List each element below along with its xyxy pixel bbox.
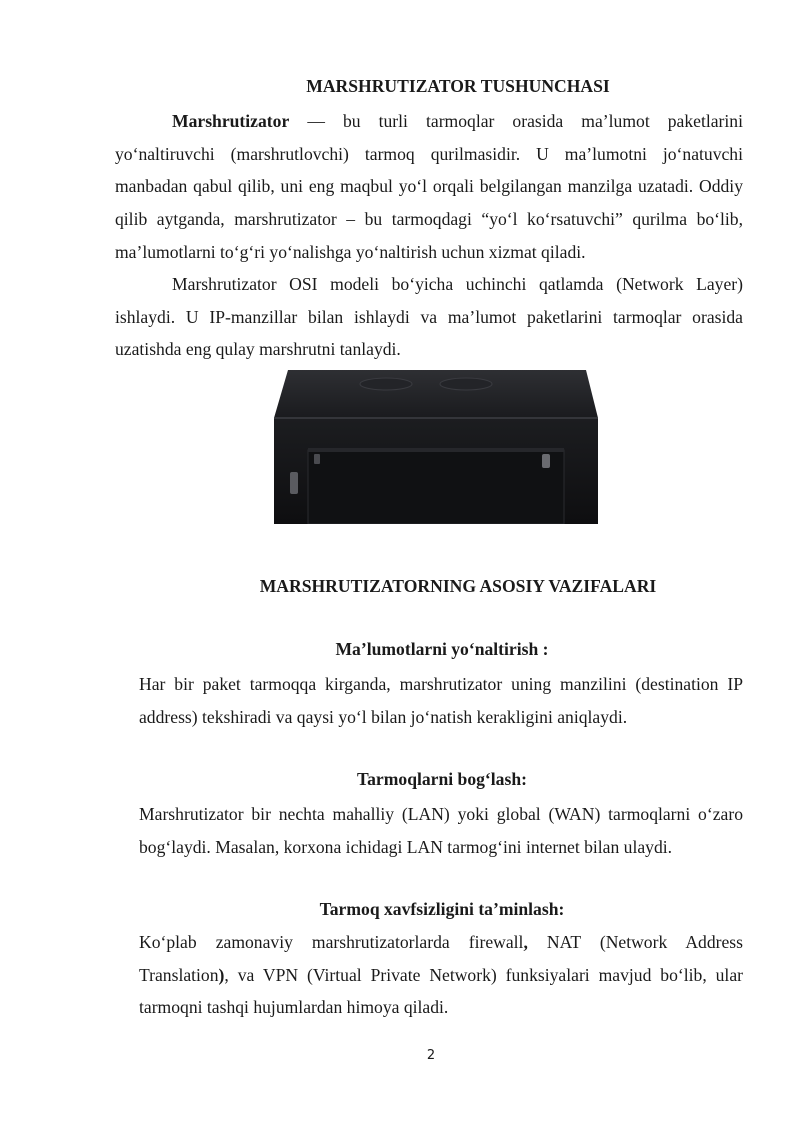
subsection-title-security: Tarmoq xavfsizligini ta’minlash: bbox=[319, 899, 565, 919]
subsection-text-connecting: Marshrutizator bir nechta mahalliy (LAN) yoki global (WAN) tarmoqlarni o‘zaro bog‘laydi. Masalan, korxona ichidagi LAN tarmog‘ini internet bilan ulaydi. bbox=[139, 804, 743, 857]
subsection-text-security bbox=[139, 926, 743, 1024]
section-title: MARSHRUTIZATORNING ASOSIY VAZIFALARI bbox=[259, 576, 657, 596]
security-text-part-b: NAT (Network Address Translation bbox=[139, 932, 743, 985]
security-bold-paren: ) bbox=[218, 964, 225, 985]
subsection-title-routing: Ma’lumotlarni yo‘naltirish : bbox=[335, 639, 549, 659]
term-marshrutizator: Marshrutizator bbox=[172, 111, 290, 131]
security-bold-comma: , bbox=[523, 932, 528, 952]
router-cabinet-image bbox=[274, 368, 598, 524]
subsection-text-routing: Har bir paket tarmoqqa kirganda, marshrutizator uning manzilini (destination IP address) tekshiradi va qaysi yo‘l bilan jo‘natish kerakligini aniqlaydi. bbox=[139, 674, 743, 727]
paragraph-osi: Marshrutizator OSI modeli bo‘yicha uchinchi qatlamda (Network Layer) ishlaydi. U IP-manzillar bilan ishlaydi va ma’lumot paketlarini tarmoqlar orasida uzatishda eng qulay marshrutni tanlaydi. bbox=[115, 274, 743, 360]
paragraph-definition bbox=[115, 105, 743, 269]
page-title: MARSHRUTIZATOR TUSHUNCHASI bbox=[306, 76, 610, 96]
page-number: 2 bbox=[426, 1048, 436, 1063]
security-text-part-c: , va VPN (Virtual Private Network) funksiyalari mavjud bo‘lib, ular tarmoqni tashqi hujumlardan himoya qiladi. bbox=[139, 964, 743, 1018]
subsection-title-connecting: Tarmoqlarni bog‘lash: bbox=[357, 769, 527, 789]
security-text-part-a: Ko‘plab zamonaviy marshrutizatorlarda firewall bbox=[139, 932, 524, 952]
definition-text: — bu turli tarmoqlar orasida ma’lumot paketlarini yo‘naltiruvchi (marshrutlovchi) tarmoq qurilmasidir. U ma’lumotni jo‘natuvchi manbadan qabul qilib, uni eng maqbul yo‘l orqali belgilangan manzilga uzatadi. Oddiy qilib aytganda, marshrutizator – bu tarmoqdagi “yo‘l ko‘rsatuvchi” qurilma bo‘lib, ma’lumotlarni to‘g‘ri yo‘nalishga yo‘naltirish uchun xizmat qiladi. bbox=[115, 111, 743, 262]
